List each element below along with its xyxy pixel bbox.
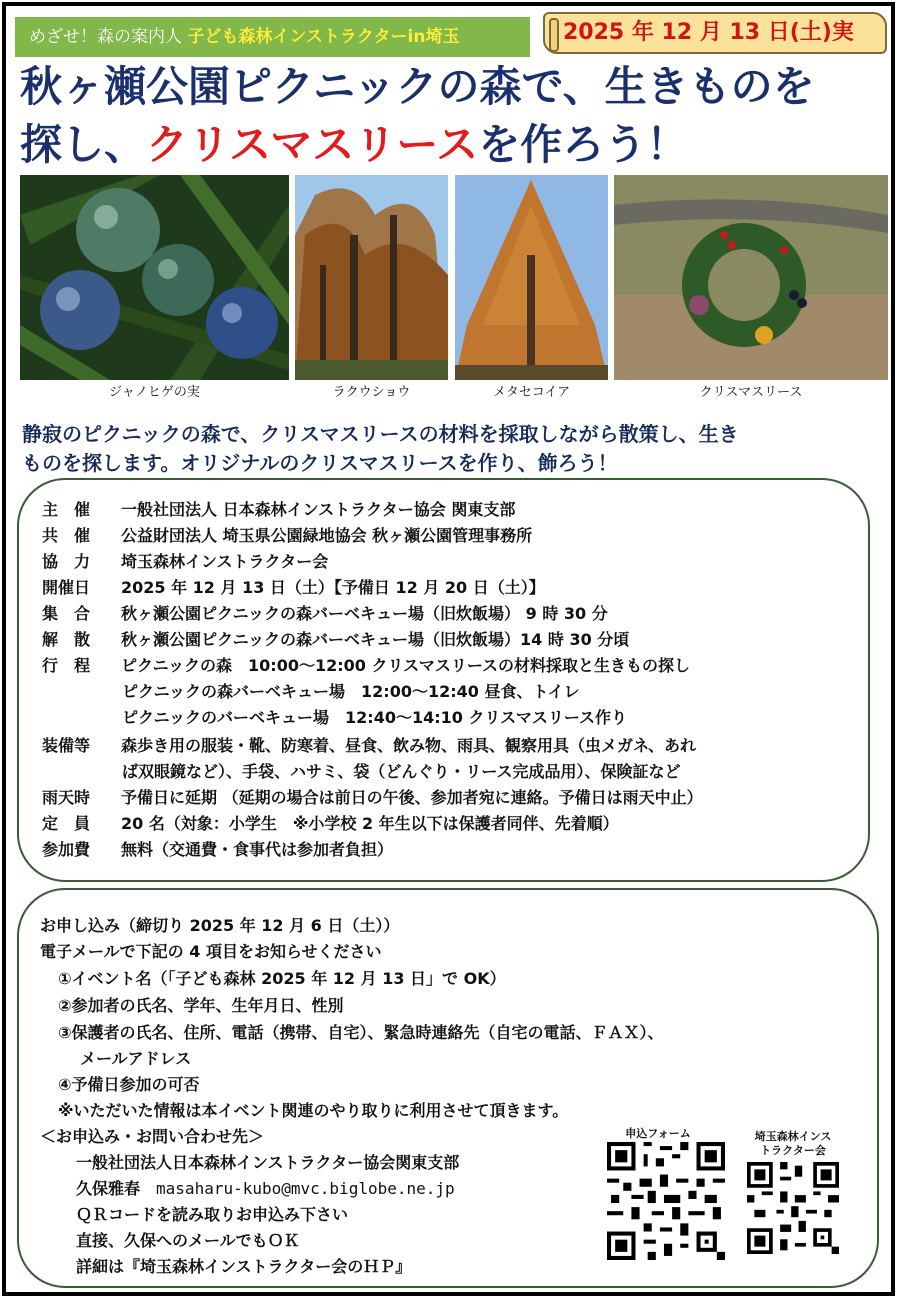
application-item: ①イベント名（「子ども森林 2025 年 12 月 13 日」で OK） xyxy=(58,969,506,988)
contact-heading: ＜お申込み・お問い合わせ先＞ xyxy=(40,1127,265,1146)
title-line-2-pre: 探し、 xyxy=(20,120,147,169)
contact-person-name: 久保雅春 xyxy=(76,1179,141,1198)
title-line-2-highlight: クリスマスリース xyxy=(146,120,479,169)
qr-label-application-form: 申込フォーム xyxy=(625,1127,691,1140)
qr-note: ＱＲコードを読み取りお申込み下さい xyxy=(76,1205,349,1224)
photo-metasequoia xyxy=(455,175,608,380)
application-item: ③保護者の氏名、住所、電話（携帯、自宅）、緊急時連絡先（自宅の電話、ＦＡＸ）、 xyxy=(58,1023,664,1042)
photo-caption: クリスマスリース xyxy=(699,385,803,400)
qr-icon xyxy=(607,1142,725,1260)
qr-code-saitama-group[interactable] xyxy=(747,1162,839,1254)
photo-rakushosho xyxy=(295,175,448,380)
tagline-banner xyxy=(15,17,530,57)
detail-row-equipment: 装備等 森歩き用の服装・靴、防寒着、昼食、飲み物、雨具、観察用具（虫メガネ、あれ xyxy=(42,736,697,755)
photo-janohige-berries xyxy=(20,175,289,380)
tagline-prefix: めざせ！森の案内人 xyxy=(29,27,188,47)
detail-row-fee: 参加費 無料（交通費・食事代は参加者負担） xyxy=(42,840,394,859)
photo-caption: メタセコイア xyxy=(492,385,571,400)
date-banner: 2025 年 12 月 13 日(土)実 xyxy=(543,12,887,54)
detail-row-host: 主 催 一般社団法人 日本森林インストラクター協会 関東支部 xyxy=(42,500,516,519)
application-item: ②参加者の氏名、学年、生年月日、性別 xyxy=(58,996,344,1015)
detail-row-meeting: 集 合 秋ヶ瀬公園ピクニックの森バーベキュー場（旧炊飯場） 9 時 30 分 xyxy=(42,604,608,623)
title-line-1: 秋ヶ瀬公園ピクニックの森で、生きものを xyxy=(20,62,815,111)
detail-row-date: 開催日 2025 年 12 月 13 日（土）【予備日 12 月 20 日（土）】 xyxy=(42,578,545,597)
tagline-highlight: 子ども森林インストラクターin埼玉 xyxy=(187,27,460,47)
detail-row-schedule-cont: ピクニックの森バーベキュー場 12:00～12:40 昼食、トイレ xyxy=(122,682,580,701)
application-heading: お申し込み（締切り 2025 年 12 月 6 日（土）） xyxy=(40,916,400,935)
detail-note: 詳細は『埼玉森林インストラクター会のＨＰ』 xyxy=(76,1257,412,1276)
detail-row-schedule-cont: ピクニックのバーベキュー場 12:40～14:10 クリスマスリース作り xyxy=(122,708,628,727)
qr-icon xyxy=(747,1162,839,1254)
title-line-2-post: を作ろう！ xyxy=(478,120,689,169)
photo-caption: ジャノヒゲの実 xyxy=(109,385,200,400)
detail-row-schedule: 行 程 ピクニックの森 10:00～12:00 クリスマスリースの材料採取と生きもの探し xyxy=(42,656,691,675)
qr-code-application-form[interactable] xyxy=(607,1142,725,1260)
contact-email-link[interactable]: masaharu-kubo@mvc.biglobe.ne.jp xyxy=(156,1179,455,1198)
contact-org: 一般社団法人日本森林インストラクター協会関東支部 xyxy=(76,1153,460,1172)
title-line-2 xyxy=(20,116,890,174)
photo-christmas-wreath xyxy=(614,175,888,380)
page-title xyxy=(20,58,890,174)
contact-person xyxy=(76,1176,455,1199)
qr-label-saitama-group: 埼玉森林インス トラクター会 xyxy=(754,1130,832,1157)
intro-line: ものを探します。オリジナルのクリスマスリースを作り、飾ろう！ xyxy=(22,451,618,475)
detail-row-cohost: 共 催 公益財団法人 埼玉県公園緑地協会 秋ヶ瀬公園管理事務所 xyxy=(42,526,533,545)
detail-row-cooperation: 協 力 埼玉森林インストラクター会 xyxy=(42,552,329,571)
detail-row-rain: 雨天時 予備日に延期 （延期の場合は前日の午後、参加者宛に連絡。予備日は雨天中止） xyxy=(42,788,703,807)
intro-text xyxy=(22,420,872,478)
direct-email-note: 直接、久保へのメールでもＯＫ xyxy=(76,1231,300,1250)
detail-row-capacity: 定 員 20 名（対象：小学生 ※小学校 2 年生以下は保護者同伴、先着順） xyxy=(42,814,619,833)
application-item: ④予備日参加の可否 xyxy=(58,1075,200,1094)
photo-caption: ラクウショウ xyxy=(332,385,411,400)
privacy-note: ※いただいた情報は本イベント関連のやり取りに利用させて頂きます。 xyxy=(58,1101,569,1120)
detail-row-dismissal: 解 散 秋ヶ瀬公園ピクニックの森バーベキュー場（旧炊飯場）14 時 30 分頃 xyxy=(42,630,630,649)
application-item-cont: メールアドレス xyxy=(80,1049,192,1068)
intro-line: 静寂のピクニックの森で、クリスマスリースの材料を採取しながら散策し、生き xyxy=(22,422,739,446)
detail-row-equipment-cont: ば双眼鏡など）、手袋、ハサミ、袋（どんぐり・リース完成品用）、保険証など xyxy=(122,762,681,781)
application-instruction: 電子メールで下記の 4 項目をお知らせください xyxy=(40,942,382,961)
